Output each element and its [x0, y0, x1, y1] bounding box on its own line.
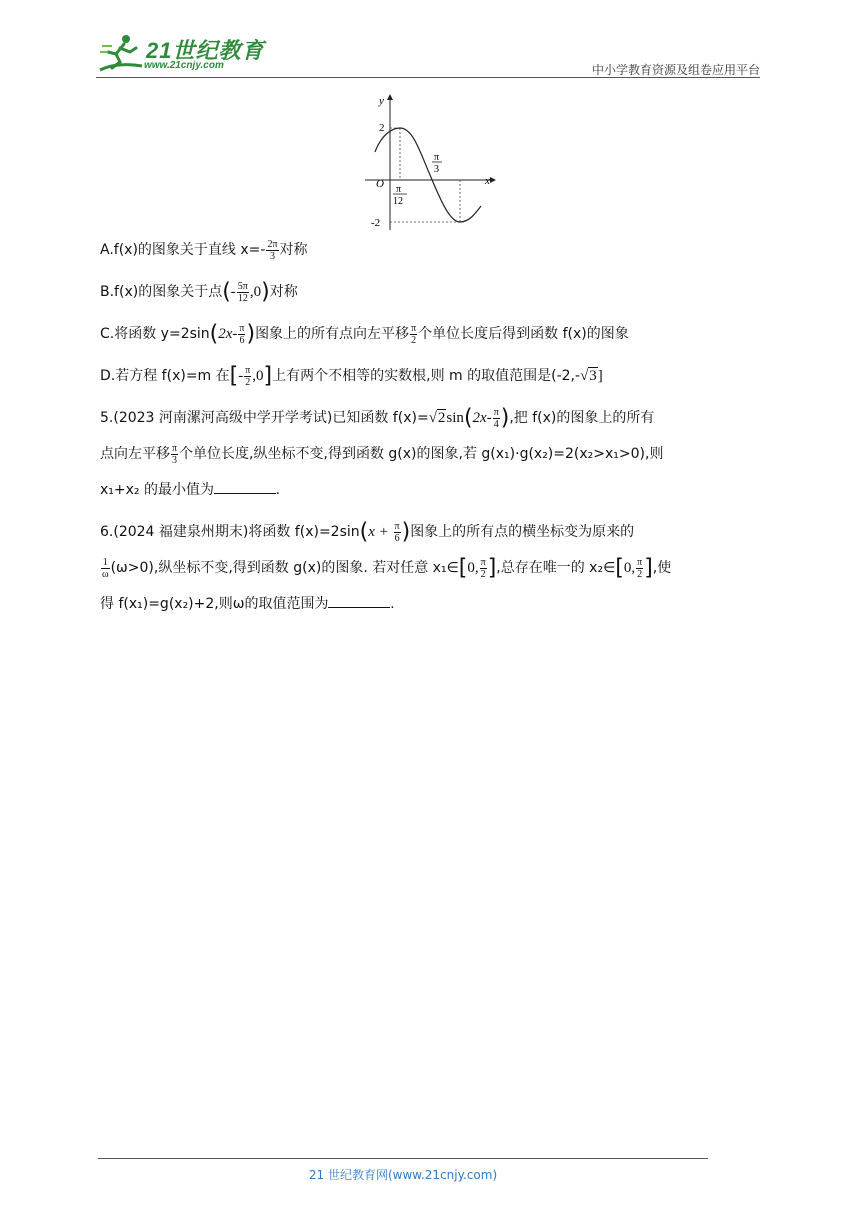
tick2-denominator: 3 [434, 164, 439, 175]
option-c [100, 320, 765, 348]
q6-fraction3 [480, 557, 487, 580]
q6-text7: . [390, 596, 395, 612]
q6-frac2-num: 1 [102, 557, 108, 569]
q5-answer-blank[interactable] [214, 477, 276, 494]
q5-text7: . [275, 482, 280, 498]
option-c-frac2-num: π [411, 323, 417, 335]
y-min-label: -2 [371, 217, 381, 229]
q5-line3 [100, 476, 765, 504]
header-divider [96, 77, 760, 78]
option-b-minus: - [230, 284, 236, 300]
option-c-fraction2 [410, 323, 417, 346]
option-d-text1: D.若方程 f(x)=m 在 [100, 368, 230, 384]
option-b-text1: B.f(x)的图象关于点 [100, 284, 223, 300]
left-bracket: [ [615, 555, 624, 581]
option-b-text2: ,0 [249, 284, 262, 300]
q5-frac2-num: π [172, 443, 178, 455]
q6-int2-a: 0, [623, 560, 636, 576]
left-paren: ( [222, 279, 231, 305]
left-paren: ( [209, 321, 219, 347]
tick1-denominator: 12 [393, 196, 403, 207]
q5-text4: 点向左平移 [100, 446, 170, 462]
q5-frac2-den: 3 [172, 455, 178, 467]
tick1-numerator: π [396, 184, 402, 195]
footer-link[interactable]: 21 世纪教育网(www.21cnjy.com) [308, 1168, 498, 1182]
q6-int1-a: 0, [467, 560, 479, 576]
option-a-fraction [266, 239, 278, 262]
option-c-frac1-num: π [239, 323, 245, 335]
right-paren: ) [261, 279, 270, 305]
footer-divider [98, 1158, 708, 1159]
y-axis-label: y [379, 95, 384, 107]
q5-text2: sin [446, 410, 464, 426]
origin-label: O [376, 178, 384, 190]
q6-answer-blank[interactable] [328, 591, 390, 608]
q6-fraction1 [394, 521, 401, 544]
q5-frac1-num: π [493, 407, 499, 419]
logo-url: www.21cnjy.com [144, 60, 224, 71]
sqrt-sign: √ [428, 410, 437, 426]
option-d-frac-num: π [245, 365, 251, 377]
option-c-text3: 个单位长度后得到函数 f(x)的图象 [418, 326, 629, 342]
q6-text1: 6.(2024 福建泉州期末)将函数 f(x)=2sin [100, 524, 360, 540]
q5-fraction2 [171, 443, 178, 466]
option-c-text1: C.将函数 y=2sin [100, 326, 210, 342]
q6-line2 [100, 554, 765, 582]
option-d-fraction [244, 365, 251, 388]
option-d-sqrt: 3 [589, 368, 597, 384]
option-c-text2: 图象上的所有点向左平移 [255, 326, 410, 342]
option-a-frac-num: 2π [267, 239, 278, 251]
q5-text5: 个单位长度,纵坐标不变,得到函数 g(x)的图象,若 g(x₁)·g(x₂)=2(x₂>x₁>0),则 [179, 446, 664, 462]
runner-logo-icon [96, 32, 146, 74]
right-paren: ) [401, 519, 411, 545]
q6-text3: (ω>0),纵坐标不变,得到函数 g(x)的图象. 若对任意 x₁∈ [110, 560, 459, 576]
q6-inner: x + [368, 524, 393, 540]
option-b-fraction [237, 281, 249, 304]
header-platform-text: 中小学教育资源及组卷应用平台 [591, 63, 760, 77]
question-content [100, 236, 765, 632]
q5-line2 [100, 440, 765, 468]
q6-text5: ,使 [652, 560, 672, 576]
q6-line1 [100, 518, 765, 546]
option-b-frac-num: 5π [237, 281, 248, 293]
logo [96, 32, 266, 76]
option-d-minus: - [238, 368, 244, 384]
right-bracket: ] [644, 555, 653, 581]
option-c-inner: 2x- [218, 326, 238, 342]
option-c-frac2-den: 2 [411, 335, 417, 347]
q6-fraction2 [101, 557, 110, 580]
q6-fraction4 [636, 557, 643, 580]
option-d-frac-den: 2 [245, 377, 251, 389]
q5-inner: 2x- [472, 410, 492, 426]
option-d-text4: ] [597, 368, 603, 384]
q6-frac3-den: 2 [480, 569, 486, 581]
option-b-text3: 对称 [269, 284, 298, 300]
right-paren: ) [500, 405, 510, 431]
q6-frac1-num: π [394, 521, 400, 533]
y-max-label: 2 [379, 122, 385, 134]
option-c-frac1-den: 6 [239, 335, 245, 347]
option-d [100, 362, 765, 390]
y-axis-arrow [387, 94, 393, 100]
option-a-frac-den: 3 [269, 251, 275, 263]
q5-line1 [100, 404, 765, 432]
option-d-text2: ,0 [252, 368, 264, 384]
option-a-text2: 对称 [279, 242, 308, 258]
q6-text4: ,总存在唯一的 x₂∈ [496, 560, 616, 576]
q5-text6: x₁+x₂ 的最小值为 [100, 482, 214, 498]
q5-text3: ,把 f(x)的图象上的所有 [509, 410, 655, 426]
q6-line3 [100, 590, 765, 618]
tick2-numerator: π [434, 152, 440, 163]
x-axis-label: x [485, 175, 490, 187]
logo-name: 21世纪教育 [146, 38, 265, 63]
q6-text6: 得 f(x₁)=g(x₂)+2,则ω的取值范围为 [100, 596, 329, 612]
q6-frac3-num: π [480, 557, 486, 569]
left-paren: ( [359, 519, 369, 545]
q5-sqrt: 2 [437, 410, 446, 426]
q6-frac4-den: 2 [637, 569, 643, 581]
right-bracket: ] [263, 363, 273, 389]
q6-text2: 图象上的所有点的横坐标变为原来的 [410, 524, 635, 540]
option-a [100, 236, 765, 264]
q5-frac1-den: 4 [493, 419, 499, 431]
q5-text1: 5.(2023 河南漯河高级中学开学考试)已知函数 f(x)= [100, 410, 429, 426]
x-axis-arrow [490, 177, 496, 183]
q6-frac2-den: ω [102, 569, 109, 581]
q6-frac4-num: π [637, 557, 643, 569]
option-b-frac-den: 12 [237, 293, 248, 305]
sqrt-sign: √ [580, 368, 589, 384]
q6-frac1-den: 6 [394, 533, 400, 545]
option-d-text3: 上有两个不相等的实数根,则 m 的取值范围是(-2,- [272, 368, 581, 384]
option-c-fraction1 [238, 323, 245, 346]
sine-curve [375, 128, 481, 222]
q5-fraction1 [493, 407, 500, 430]
left-bracket: [ [458, 555, 468, 581]
right-paren: ) [246, 321, 256, 347]
option-b [100, 278, 765, 306]
left-paren: ( [463, 405, 473, 431]
page-header [96, 28, 760, 78]
right-bracket: ] [487, 555, 497, 581]
left-bracket: [ [229, 363, 239, 389]
option-a-text1: A.f(x)的图象关于直线 x=- [100, 242, 266, 258]
sine-graph-figure [365, 92, 500, 232]
